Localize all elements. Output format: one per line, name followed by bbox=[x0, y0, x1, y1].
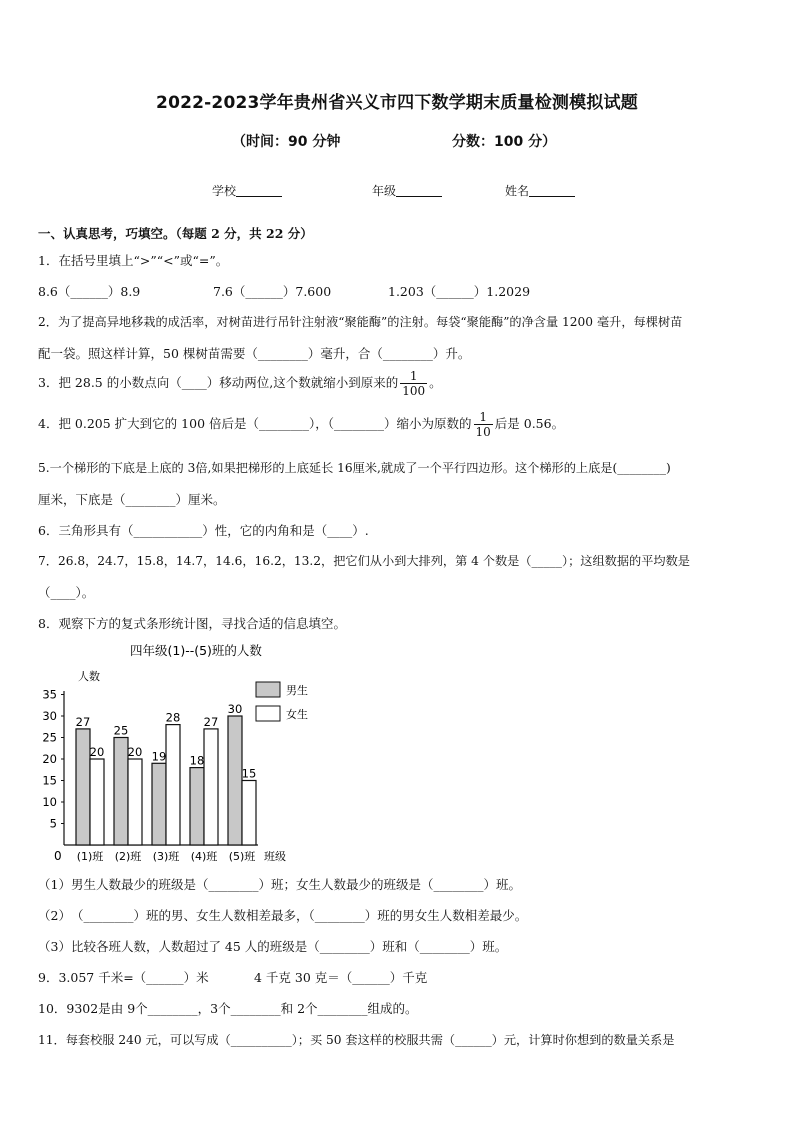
bar-value-label: 20 bbox=[89, 745, 105, 759]
grade-field[interactable] bbox=[372, 182, 442, 199]
y-tick-label: 10 bbox=[42, 795, 57, 809]
question-5-line1: 5.一个梯形的下底是上底的 3倍,如果把梯形的上底延长 16厘米,就成了一个平行四边形。这个梯形的上底是(________) bbox=[38, 461, 671, 475]
bar-value-label: 27 bbox=[203, 714, 219, 729]
y-axis-label: 人数 bbox=[78, 670, 100, 683]
name-label: 姓名 bbox=[505, 184, 530, 198]
bar-girls bbox=[90, 759, 104, 845]
section-heading: 一、认真思考，巧填空。（每题 2 分，共 22 分） bbox=[38, 226, 313, 241]
legend-swatch-boys bbox=[256, 682, 280, 697]
page-title: 2022-2023学年贵州省兴义市四下数学期末质量检测模拟试题 bbox=[156, 93, 638, 113]
x-tick-label: (1)班 bbox=[76, 850, 104, 863]
y-tick-label: 5 bbox=[49, 816, 57, 831]
x-tick-label: (3)班 bbox=[152, 850, 180, 863]
question-10: 10．9302是由 9个________，3个________和 2个________组成的。 bbox=[38, 1001, 418, 1016]
question-4: 4．把 0.205 扩大到它的 100 倍后是（________），（________）缩小为原数的 $\frac{1}{10}$ 后是 0.56。 bbox=[38, 410, 565, 439]
bar-boys bbox=[76, 729, 90, 845]
bar-girls bbox=[128, 759, 142, 845]
legend-label-girls: 女生 bbox=[286, 708, 308, 721]
question-9-b: 4 千克 30 克＝（______）千克 bbox=[254, 970, 428, 985]
bar-boys bbox=[114, 738, 128, 846]
bar-value-label: 18 bbox=[189, 753, 205, 768]
school-label: 学校 bbox=[212, 184, 237, 198]
q4-text: 4．把 0.205 扩大到它的 100 倍后是（________），（________）缩小为原数的 bbox=[38, 416, 472, 431]
question-8-part2: （2） （________）班的男、女生人数相差最多，（________）班的男女生人数相差最少。 bbox=[38, 908, 528, 923]
chart-title: 四年级(1)--(5)班的人数 bbox=[130, 643, 262, 658]
bar-value-label: 19 bbox=[151, 749, 167, 764]
bar-value-label: 20 bbox=[127, 745, 143, 759]
bar-value-label: 15 bbox=[241, 766, 257, 781]
question-7-line2: （____）。 bbox=[38, 585, 95, 600]
q1-item-c: 1.203（______）1.2029 bbox=[388, 284, 531, 299]
bar-girls bbox=[242, 781, 256, 846]
grade-label: 年级 bbox=[372, 184, 397, 198]
question-9-a: 9．3.057 千米=（______）米 bbox=[38, 970, 209, 985]
q1-item-b: 7.6（______）7.600 bbox=[213, 284, 332, 299]
question-2-line1: 2．为了提高异地移栽的成活率，对树苗进行吊针注射液“聚能酶”的注射。每袋“聚能酶”的净含量 1200 毫升，每棵树苗 bbox=[38, 315, 683, 329]
bar-boys bbox=[190, 768, 204, 845]
x-axis-label: 班级 bbox=[264, 850, 286, 863]
name-field[interactable] bbox=[505, 182, 575, 199]
bar-boys bbox=[152, 763, 166, 845]
legend-swatch-girls bbox=[256, 706, 280, 721]
origin-label: 0 bbox=[54, 849, 62, 863]
question-7-line1: 7．26.8，24.7，15.8，14.7，14.6，16.2，13.2，把它们从小到大排列，第 4 个数是（_____）；这组数据的平均数是 bbox=[38, 554, 690, 568]
y-tick-label: 15 bbox=[42, 773, 57, 788]
exam-score: 分数：100 分） bbox=[452, 134, 557, 150]
x-tick-label: (4)班 bbox=[190, 850, 218, 863]
question-11: 11．每套校服 240 元，可以写成（__________）；买 50 套这样的校服共需（______）元，计算时你想到的数量关系是 bbox=[38, 1033, 675, 1047]
school-field[interactable] bbox=[212, 182, 282, 199]
q1-item-a: 8.6（______）8.9 bbox=[38, 284, 141, 299]
bar-value-label: 25 bbox=[113, 723, 129, 738]
question-1: 1．在括号里填上“>”“<”或“=”。 bbox=[38, 253, 229, 268]
y-tick-label: 25 bbox=[42, 730, 57, 745]
x-tick-label: (5)班 bbox=[228, 850, 256, 863]
bar-boys bbox=[228, 716, 242, 845]
bar-value-label: 30 bbox=[227, 702, 243, 716]
bar-chart bbox=[30, 636, 330, 866]
fraction: $\frac{1}{100}$ bbox=[402, 369, 426, 398]
exam-time: （时间：90 分钟 bbox=[232, 134, 341, 150]
question-3: 3．把 28.5 的小数点向（____）移动两位,这个数就缩小到原来的 $\frac{1}{100}$ 。 bbox=[38, 369, 442, 398]
question-8-part3: （3）比较各班人数，人数超过了 45 人的班级是（________）班和（________）班。 bbox=[38, 939, 508, 954]
y-tick-label: 35 bbox=[42, 687, 57, 702]
bar-girls bbox=[204, 729, 218, 845]
y-tick-label: 20 bbox=[42, 752, 57, 766]
question-2-line2: 配一袋。照这样计算，50 棵树苗需要（________）毫升，合（________）升。 bbox=[38, 346, 471, 361]
legend-label-boys: 男生 bbox=[286, 684, 308, 697]
bar-girls bbox=[166, 725, 180, 845]
question-8: 8．观察下方的复式条形统计图，寻找合适的信息填空。 bbox=[38, 616, 346, 631]
legend bbox=[256, 682, 308, 721]
x-tick-label: (2)班 bbox=[114, 850, 142, 863]
question-5-line2: 厘米，下底是（________）厘米。 bbox=[38, 492, 226, 507]
question-8-part1: （1）男生人数最少的班级是（________）班；女生人数最少的班级是（________）班。 bbox=[38, 877, 521, 892]
bar-value-label: 27 bbox=[75, 714, 91, 729]
fraction: $\frac{1}{10}$ bbox=[475, 410, 491, 439]
q3-text: 3．把 28.5 的小数点向（____）移动两位,这个数就缩小到原来的 bbox=[38, 375, 399, 390]
bar-value-label: 28 bbox=[165, 710, 181, 725]
question-6: 6．三角形具有（___________）性，它的内角和是（____）. bbox=[38, 523, 369, 538]
y-tick-label: 30 bbox=[42, 709, 57, 723]
